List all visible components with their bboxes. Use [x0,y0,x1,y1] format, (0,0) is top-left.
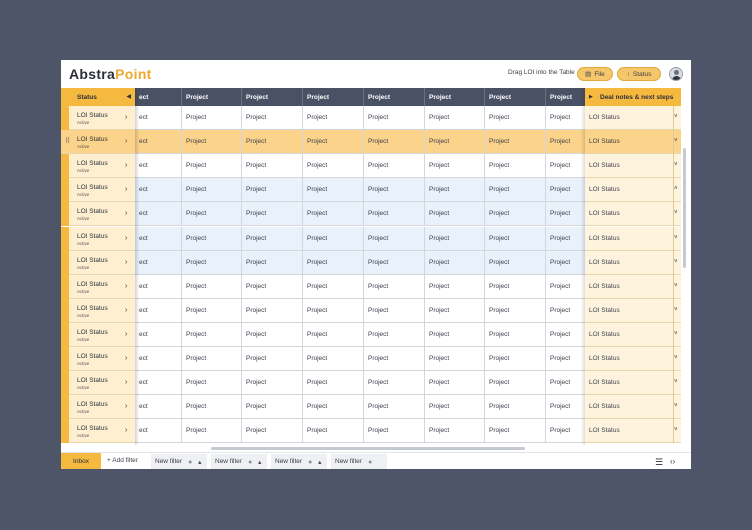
project-cell[interactable]: Project [182,371,242,395]
deal-cell[interactable] [585,323,681,347]
chevron-right-icon[interactable]: › [125,355,128,362]
project-cell[interactable]: Project [242,130,303,154]
deal-cell-text: LOI Status [589,138,620,146]
project-cell[interactable]: Project [546,154,606,178]
top-bar [61,60,691,88]
chevron-down-icon[interactable]: ˅ [674,234,678,241]
status-title: LOI Status [77,232,108,240]
status-cell[interactable] [61,371,135,395]
chevron-right-icon[interactable]: › [125,379,128,387]
status-sub: Active [77,312,90,318]
status-title: LOI Status [77,401,108,409]
project-cell[interactable]: Project [546,106,606,130]
deal-cell-text: LOI Status [589,234,620,242]
column-header-status[interactable] [61,88,135,106]
filter-tab-2[interactable] [211,454,267,469]
project-cell[interactable]: Project [546,178,606,202]
project-cell[interactable]: Project [182,106,242,130]
chevron-down-icon[interactable]: ˅ [674,403,678,410]
project-cell[interactable]: Project [364,323,425,347]
deal-cell[interactable] [585,395,681,419]
column-header-project[interactable]: Project [546,88,606,106]
chevron-right-icon[interactable]: › [125,403,128,411]
status-indicator [61,202,69,226]
status-indicator [61,275,69,299]
status-title: LOI Status [77,112,108,119]
project-cell[interactable]: Project [364,178,425,202]
vertical-scrollbar[interactable] [683,148,686,268]
status-title: LOI Status [77,136,108,144]
drag-hint: Drag LOI into the Table [508,69,575,76]
project-cell[interactable]: Project [242,299,303,323]
deal-cell-text: LOI Status [589,355,620,362]
project-cell[interactable]: Project [364,371,425,395]
plus-icon: + [107,457,111,464]
status-cell[interactable] [61,178,135,202]
chevron-up-icon[interactable]: ˄ [674,186,678,193]
project-cell[interactable]: Project [425,130,485,154]
filter-label: New filter [335,458,363,465]
deal-cell[interactable] [585,154,681,178]
status-indicator [61,395,69,419]
chevron-right-icon[interactable]: › [125,162,128,170]
project-cell[interactable]: Project [303,419,364,443]
deal-cell[interactable] [585,130,681,154]
project-cell[interactable]: Project [182,227,242,251]
expand-right-icon[interactable]: ▶ [589,94,593,100]
chevron-down-icon[interactable]: ˅ [674,427,678,434]
inbox-tab[interactable]: Inbox [61,453,101,469]
project-cell[interactable]: Project [303,395,364,419]
chevron-down-icon[interactable]: ˅ [674,114,678,120]
project-cell[interactable]: Project [242,419,303,443]
caret-up-icon[interactable]: ▴ [318,458,322,466]
project-cell[interactable]: Project [364,130,425,154]
status-cell[interactable] [61,227,135,251]
chevron-right-icon[interactable]: › [125,186,128,194]
project-cell[interactable]: Project [546,299,606,323]
status-cell[interactable] [61,395,135,419]
status-title: LOI Status [77,256,108,264]
file-button[interactable] [577,67,613,81]
project-cell[interactable]: Project [485,154,546,178]
deal-cell[interactable] [585,275,681,299]
collapse-left-icon[interactable]: ◀ [126,94,131,100]
project-cell[interactable]: Project [485,275,546,299]
filter-tab-1[interactable] [151,454,207,469]
chevron-down-icon[interactable]: ˅ [674,162,678,169]
project-cell[interactable]: ect [135,371,182,395]
project-cell[interactable]: Project [485,130,546,154]
status-sub: Active [77,361,90,366]
deal-cell-text: LOI Status [589,114,620,121]
project-cell[interactable]: Project [364,347,425,371]
status-sub: Active [77,264,90,270]
horizontal-scrollbar[interactable] [211,447,525,450]
project-cell[interactable]: ect [135,154,182,178]
project-cell[interactable]: Project [303,347,364,371]
status-title: LOI Status [77,304,108,312]
project-cell[interactable]: ect [135,227,182,251]
project-cell[interactable]: Project [425,251,485,275]
hamburger-menu-icon[interactable]: ☰ [655,457,664,467]
project-cell[interactable]: ect [135,251,182,275]
column-header-project[interactable]: Project [485,88,546,106]
status-indicator [61,227,69,251]
chevron-right-icon[interactable]: › [125,258,128,266]
project-cell[interactable]: ect [135,178,182,202]
filter-label: New filter [155,458,183,465]
status-indicator [61,419,69,443]
add-filter-button[interactable] [107,457,138,464]
project-cell[interactable]: ect [135,106,182,130]
project-cell[interactable]: Project [242,371,303,395]
project-cell[interactable]: Project [364,299,425,323]
chevron-right-icon[interactable]: › [125,306,128,314]
status-cell[interactable] [61,130,135,154]
chevron-down-icon[interactable]: ˅ [674,282,678,289]
project-cell[interactable]: Project [303,178,364,202]
project-cell[interactable]: Project [242,251,303,275]
deal-cell[interactable] [585,178,681,202]
project-cell[interactable]: Project [485,202,546,226]
status-cell[interactable] [61,419,135,443]
filter-label: New filter [215,458,243,465]
status-indicator [61,106,69,130]
project-cell[interactable]: ect [135,347,182,371]
status-sub: Active [77,144,90,150]
chevron-down-icon[interactable]: ˅ [674,210,678,217]
status-title: LOI Status [77,353,108,360]
deal-cell-text: LOI Status [589,186,620,194]
status-sub: Active [77,216,90,222]
project-cell[interactable]: Project [242,275,303,299]
deal-cell-text: LOI Status [589,379,620,387]
deal-cell[interactable] [585,251,681,275]
chevron-down-icon[interactable]: ˅ [674,355,678,361]
column-header-project[interactable]: ect [135,88,182,106]
status-button[interactable] [617,67,661,81]
status-cell[interactable] [61,251,135,275]
status-sub: Active [77,288,90,294]
project-cell[interactable]: ect [135,419,182,443]
project-cell[interactable]: Project [485,395,546,419]
project-cell[interactable]: Project [546,251,606,275]
file-icon: ▤ [585,71,592,78]
project-cell[interactable]: Project [303,275,364,299]
project-cell[interactable]: ect [135,275,182,299]
status-title: LOI Status [77,328,108,336]
deal-cell[interactable] [585,227,681,251]
project-cell[interactable]: Project [364,251,425,275]
status-indicator [61,347,69,371]
project-cell[interactable]: Project [425,202,485,226]
project-cell[interactable]: Project [364,154,425,178]
deal-cell[interactable] [585,419,681,443]
deal-notes-column [585,88,681,445]
project-cell[interactable]: Project [242,154,303,178]
caret-up-icon[interactable]: ▴ [258,458,262,466]
project-cell[interactable]: Project [425,299,485,323]
project-cell[interactable]: Project [182,251,242,275]
deal-cell-text: LOI Status [589,306,620,314]
chevron-right-icon[interactable]: › [125,330,128,338]
column-header-project[interactable]: Project [242,88,303,106]
project-cell[interactable]: ect [135,130,182,154]
chevron-down-icon[interactable]: ˅ [674,306,678,313]
project-cell[interactable]: Project [546,227,606,251]
project-cell[interactable]: Project [485,251,546,275]
project-cell[interactable]: Project [485,227,546,251]
project-cell[interactable]: Project [425,178,485,202]
project-cell[interactable]: Project [242,202,303,226]
chevron-right-icon[interactable]: › [125,282,128,290]
avatar[interactable] [669,67,683,81]
project-cell[interactable]: Project [485,371,546,395]
add-filter-label: Add filter [112,457,138,464]
column-header-project[interactable]: Project [303,88,364,106]
project-cell[interactable]: Project [182,202,242,226]
status-cell[interactable] [61,299,135,323]
project-cell[interactable]: Project [182,299,242,323]
project-cell[interactable]: Project [425,154,485,178]
chevron-right-icon[interactable]: › [125,427,128,435]
project-cell[interactable]: Project [485,323,546,347]
deal-cell[interactable] [585,371,681,395]
project-cell[interactable]: Project [182,178,242,202]
status-sub: Active [77,336,90,342]
chevron-down-icon[interactable]: ˅ [674,379,678,386]
project-cell[interactable]: Project [425,419,485,443]
project-cell[interactable]: ect [135,395,182,419]
status-title: LOI Status [77,425,108,433]
deal-cell[interactable] [585,202,681,226]
status-cell[interactable] [61,202,135,226]
drag-handle-icon[interactable]: ⠿ [65,138,70,146]
chevron-right-icon[interactable]: › [125,234,128,242]
status-cell[interactable] [61,323,135,347]
status-title: LOI Status [77,377,108,385]
status-sub: Active [77,192,90,198]
status-button-label: Status [632,70,652,78]
status-title: LOI Status [77,280,108,288]
status-indicator [61,251,69,275]
project-cell[interactable]: Project [303,227,364,251]
project-cell[interactable]: Project [182,419,242,443]
deal-cell[interactable] [585,106,681,130]
project-cell[interactable]: Project [546,323,606,347]
project-cell[interactable]: Project [546,347,606,371]
deal-cell[interactable] [585,299,681,323]
project-cell[interactable]: Project [303,371,364,395]
status-title: LOI Status [77,208,108,216]
project-cell[interactable]: ect [135,202,182,226]
caret-up-icon[interactable]: ▴ [198,458,202,466]
share-icon[interactable]: ⋄ [188,458,193,466]
status-sub: Active [77,240,90,246]
status-sub: Active [77,433,90,439]
chevron-right-icon[interactable]: › [125,138,128,146]
data-grid [61,88,691,445]
project-cell[interactable]: Project [242,106,303,130]
chevron-down-icon[interactable]: ˅ [674,258,678,265]
project-cell[interactable]: Project [364,227,425,251]
status-indicator [61,178,69,202]
project-cell[interactable]: Project [425,371,485,395]
status-cell[interactable] [61,106,135,130]
upload-icon: ↑ [626,70,630,78]
chevron-down-icon[interactable]: ˅ [674,138,678,145]
project-cell[interactable]: Project [425,323,485,347]
project-cell[interactable]: Project [182,130,242,154]
project-cell[interactable]: ect [135,299,182,323]
project-cell[interactable]: Project [242,227,303,251]
project-cell[interactable]: Project [303,299,364,323]
deal-cell-text: LOI Status [589,210,620,218]
chevron-down-icon[interactable]: ˅ [674,330,678,337]
status-cell[interactable] [61,275,135,299]
project-cell[interactable]: Project [546,419,606,443]
project-cell[interactable]: Project [364,106,425,130]
project-cell[interactable]: Project [182,154,242,178]
project-cell[interactable]: Project [546,275,606,299]
status-title: LOI Status [77,160,108,168]
project-cell[interactable]: Project [303,202,364,226]
project-cell[interactable]: Project [546,395,606,419]
logo: AbstraPoint [69,66,152,82]
project-cell[interactable]: Project [242,323,303,347]
status-header-label: Status [77,93,97,101]
status-column [61,88,135,445]
status-sub: Active [77,385,90,391]
project-cell[interactable]: Project [425,275,485,299]
column-header-project[interactable]: Project [425,88,485,106]
project-cell[interactable]: Project [303,106,364,130]
project-cell[interactable]: Project [485,299,546,323]
chevron-right-icon[interactable]: › [125,114,128,121]
project-cell[interactable]: Project [303,251,364,275]
deal-cell-text: LOI Status [589,427,620,435]
project-cell[interactable]: Project [546,371,606,395]
filter-label: New filter [275,458,303,465]
project-cell[interactable]: Project [303,323,364,347]
status-indicator [61,154,69,178]
project-cell[interactable]: Project [425,395,485,419]
status-indicator [61,299,69,323]
filter-tab-3[interactable] [271,454,327,469]
project-cell[interactable]: Project [182,275,242,299]
project-cell[interactable]: ect [135,323,182,347]
project-cell[interactable]: Project [485,347,546,371]
deal-cell-text: LOI Status [589,403,620,411]
project-cell[interactable]: Project [364,419,425,443]
project-cell[interactable]: Project [303,154,364,178]
code-icon[interactable]: ‹› [670,457,676,466]
status-indicator [61,371,69,395]
status-sub: Active [77,409,90,415]
app-window [61,60,691,469]
project-cell[interactable]: Project [425,106,485,130]
project-cell[interactable]: Project [182,323,242,347]
project-cell[interactable]: Project [546,130,606,154]
project-cell[interactable]: Project [242,395,303,419]
file-button-label: File [594,70,605,78]
column-header-project[interactable]: Project [364,88,425,106]
deal-header-label: Deal notes & next steps [600,93,674,101]
project-cell[interactable]: Project [303,130,364,154]
project-cell[interactable]: Project [364,202,425,226]
deal-cell-text: LOI Status [589,330,620,338]
share-icon[interactable]: ⋄ [308,458,313,466]
share-icon[interactable]: ⋄ [368,458,373,466]
deal-cell-text: LOI Status [589,162,620,170]
bottom-bar [61,452,691,469]
deal-cell-text: LOI Status [589,258,620,266]
deal-cell[interactable] [585,347,681,371]
project-cell[interactable]: Project [242,178,303,202]
project-cell[interactable]: Project [425,227,485,251]
project-cell[interactable]: Project [546,202,606,226]
status-indicator [61,323,69,347]
status-cell[interactable] [61,154,135,178]
project-cell[interactable]: Project [485,106,546,130]
column-header-deal-notes[interactable] [585,88,681,106]
share-icon[interactable]: ⋄ [248,458,253,466]
project-cell[interactable]: Project [182,395,242,419]
filter-tab-4[interactable] [331,454,387,469]
chevron-right-icon[interactable]: › [125,210,128,218]
project-cell[interactable]: Project [242,347,303,371]
project-cell[interactable]: Project [485,178,546,202]
status-sub: Active [77,120,90,125]
project-cell[interactable]: Project [364,395,425,419]
project-cell[interactable]: Project [182,347,242,371]
project-cell[interactable]: Project [364,275,425,299]
status-cell[interactable] [61,347,135,371]
project-cell[interactable]: Project [485,419,546,443]
column-header-project[interactable]: Project [182,88,242,106]
status-title: LOI Status [77,184,108,192]
status-sub: Active [77,168,90,174]
deal-cell-text: LOI Status [589,282,620,290]
project-cell[interactable]: Project [425,347,485,371]
